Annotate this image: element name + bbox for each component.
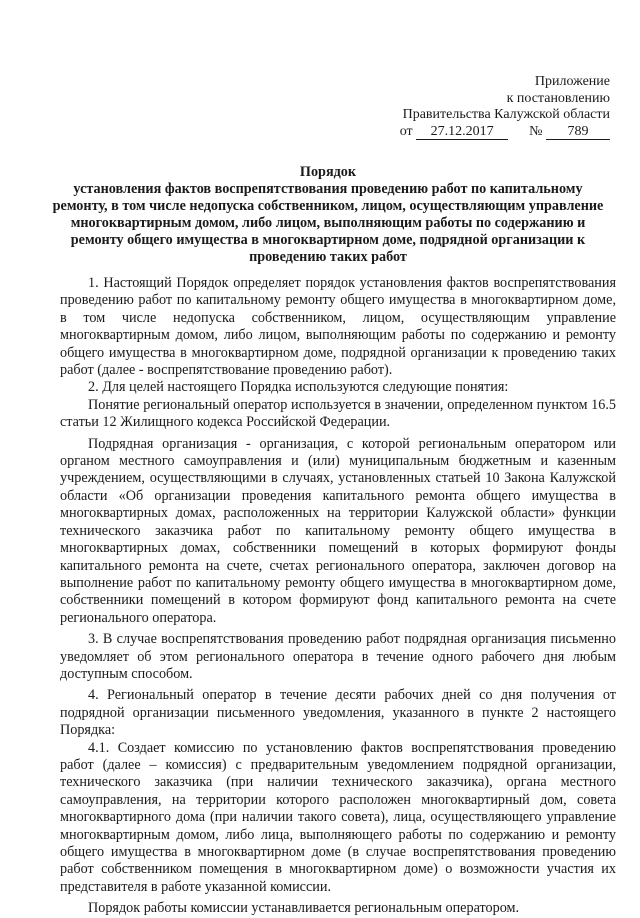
title-line-4: ремонту общего имущества в многоквартирном доме, подрядной организации к <box>70 232 586 248</box>
paragraph-6: 4. Региональный оператор в течение десяти рабочих дней со дня получения от подрядной организации письменного уведомления, указанного в пункте 2 настоящего Порядка: <box>60 687 616 739</box>
paragraph-1: 1. Настоящий Порядок определяет порядок установления фактов воспрепятствования проведению работ по капитальному ремонту общего имущества в многоквартирном доме, в том числе недопуска собственником, лицом, осуществляющим управление многоквартирным домом, либо лицом, выполняющим работы по содержанию и ремонту общего имущества в многоквартирном доме, подрядной организации к проведению таких работ (далее - воспрепятствование проведению работ). <box>60 275 616 379</box>
number-prefix: № <box>529 123 543 139</box>
decree-date: 27.12.2017 <box>416 125 508 140</box>
appendix-reference: к постановлению <box>506 90 610 106</box>
paragraph-4: Подрядная организация - организация, с которой региональным оператором или органом местного самоуправления и (или) муниципальным бюджетным и казенным учреждением, осуществляющими в случаях, установленных статьей 10 Закона Калужской области «Об организации проведения капитального ремонта общего имущества в многоквартирных домах, расположенных на территории Калужской области» функции технического заказчика работ по капитальному ремонту общего имущества в многоквартирных домах, собственники помещений в которых формируют фонды капитального ремонта на счете, счетах регионального оператора, заключен договор на выполнение работ по капитальному ремонту общего имущества в многоквартирном доме, собственники помещений в котором формируют фонд капитального ремонта на счете регионального оператора. <box>60 435 616 626</box>
document-body <box>60 275 616 918</box>
date-prefix: от <box>399 123 413 139</box>
appendix-title: Приложение <box>534 74 610 89</box>
appendix-header <box>400 74 610 140</box>
paragraph-3: Понятие региональный оператор используется в значении, определенном пунктом 16.5 статьи 12 Жилищного кодекса Российской Федерации. <box>60 396 616 431</box>
paragraph-7: 4.1. Создает комиссию по установлению фактов воспрепятствования проведению работ (далее – комиссия) с предварительным уведомлением подрядной организации, технического заказчика (при наличии технического заказчика), органа местного самоуправления, на территории которого расположен многоквартирный дом, совета многоквартирного дома (при наличии такого совета), лица, осуществляющего управление многоквартирным домом, либо лица, выполняющего работы по содержанию и ремонту общего имущества в многоквартирном доме (в случае воспрепятствования проведению работ собственником помещения в многоквартирном доме) о возможности участия их представителя в работе указанной комиссии. <box>60 739 616 895</box>
title-line-5: проведению таких работ <box>249 249 407 265</box>
title-line-2: ремонту, в том числе недопуска собственником, лицом, осуществляющим управление <box>52 198 604 214</box>
decree-number: 789 <box>546 125 610 140</box>
paragraph-5: 3. В случае воспрепятствования проведению работ подрядная организация письменно уведомляет об этом регионального оператора в течение одного рабочего дня любым доступным способом. <box>60 631 616 682</box>
title-line-3: многоквартирным домом, либо лицом, выполняющим работы по содержанию и <box>70 215 586 231</box>
appendix-issuer: Правительства Калужской области <box>402 107 610 122</box>
paragraph-8: Порядок работы комиссии устанавливается региональным оператором. <box>88 900 520 917</box>
document-title <box>40 164 616 266</box>
title-heading: Порядок <box>299 164 357 180</box>
title-line-1: установления фактов воспрепятствования проведению работ по капитальному <box>73 181 583 197</box>
paragraph-2: 2. Для целей настоящего Порядка используются следующие понятия: <box>88 379 509 396</box>
decree-date-number <box>400 124 610 141</box>
